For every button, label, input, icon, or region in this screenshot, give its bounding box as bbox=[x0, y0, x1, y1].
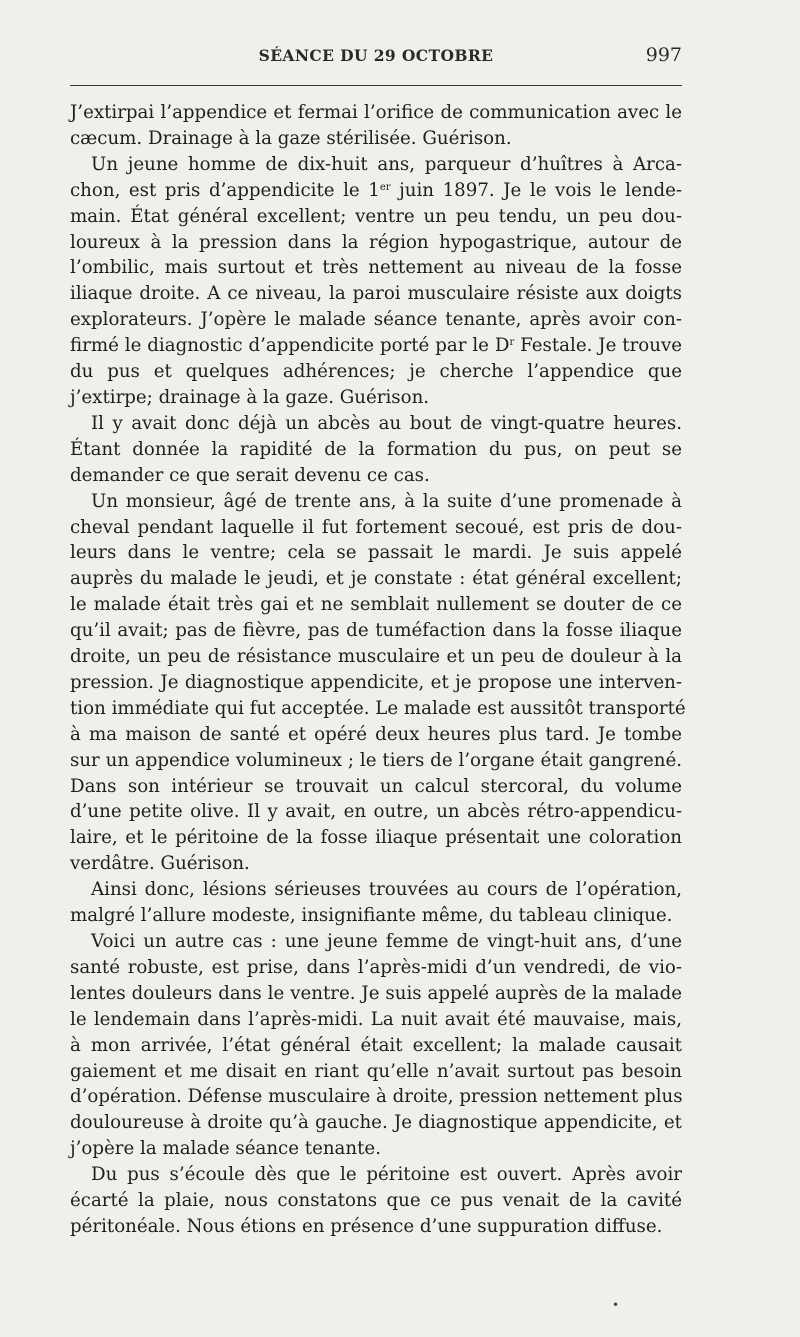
text-line: droite, un peu de résistance musculaire et un peu de douleur à la bbox=[70, 646, 682, 668]
text-line: Il y avait donc déjà un abcès au bout de vingt-quatre heures. bbox=[91, 412, 682, 434]
page-header bbox=[70, 42, 682, 72]
text-line: J’extirpai l’appendice et fermai l’orifice de communication avec le bbox=[70, 102, 682, 123]
text-line: loureux à la pression dans la région hypogastrique, autour de bbox=[70, 231, 682, 253]
text-line: douloureuse à droite qu’à gauche. Je diagnostique appendicite, et bbox=[70, 1112, 682, 1134]
text-line: auprès du malade le jeudi, et je constate : état général excellent; bbox=[70, 568, 682, 590]
text-line: explorateurs. J’opère le malade séance tenante, après avoir con- bbox=[70, 309, 682, 331]
text-line: verdâtre. Guérison. bbox=[70, 853, 250, 875]
text-line: d’opération. Défense musculaire à droite, pression nettement plus bbox=[70, 1086, 683, 1108]
text-line: à ma maison de santé et opéré deux heures plus tard. Je tombe bbox=[70, 723, 682, 745]
text-line: santé robuste, est prise, dans l’après-midi d’un vendredi, de vio- bbox=[70, 956, 682, 978]
body-text bbox=[70, 100, 686, 1240]
page-number: 997 bbox=[645, 44, 682, 66]
text-line: du pus et quelques adhérences; je cherche l’appendice que bbox=[70, 361, 682, 383]
text-line: à mon arrivée, l’état général était excellent; la malade causait bbox=[70, 1034, 682, 1056]
superscript: r bbox=[509, 337, 515, 349]
text-line: cæcum. Drainage à la gaze stérilisée. Guérison. bbox=[70, 127, 512, 149]
text-line: j’extirpe; drainage à la gaze. Guérison. bbox=[70, 386, 430, 408]
running-title: SÉANCE DU 29 OCTOBRE bbox=[258, 46, 494, 65]
text-line: malgré l’allure modeste, insignifiante même, du tableau clinique. bbox=[70, 905, 673, 927]
text-line: péritonéale. Nous étions en présence d’une suppuration diffuse. bbox=[70, 1215, 663, 1237]
text-line: gaiement et me disait en riant qu’elle n’avait surtout pas besoin bbox=[70, 1060, 682, 1082]
text-run: firmé le diagnostic d’appendicite porté par le D bbox=[70, 335, 510, 357]
text-line: écarté la plaie, nous constatons que ce pus venait de la cavité bbox=[70, 1190, 682, 1212]
text-line: Étant donnée la rapidité de la formation du pus, on peut se bbox=[70, 438, 682, 460]
text-line: l’ombilic, mais surtout et très nettement au niveau de la fosse bbox=[70, 257, 682, 279]
text-line: Un monsieur, âgé de trente ans, à la suite d’une promenade à bbox=[91, 490, 682, 512]
text-run: juin 1897. Je le vois le lende- bbox=[390, 179, 683, 201]
text-line: Du pus s’écoule dès que le péritoine est ouvert. Après avoir bbox=[91, 1164, 682, 1186]
text-line: Dans son intérieur se trouvait un calcul stercoral, du volume bbox=[70, 775, 682, 797]
text-line: main. État général excellent; ventre un peu tendu, un peu dou- bbox=[70, 205, 682, 227]
superscript: er bbox=[379, 181, 391, 193]
header-rule bbox=[70, 85, 682, 86]
text-line bbox=[70, 333, 682, 359]
text-line: tion immédiate qui fut acceptée. Le malade est aussitôt transporté bbox=[70, 697, 686, 719]
text-line: le lendemain dans l’après-midi. La nuit avait été mauvaise, mais, bbox=[70, 1008, 682, 1030]
text-line: demander ce que serait devenu ce cas. bbox=[70, 464, 430, 486]
text-line: laire, et le péritoine de la fosse iliaque présentait une coloration bbox=[70, 827, 682, 849]
text-line bbox=[70, 178, 682, 204]
text-line: Un jeune homme de dix-huit ans, parqueur d’huîtres à Arca- bbox=[91, 153, 682, 175]
footer-mark: • bbox=[612, 1298, 620, 1312]
text-line: sur un appendice volumineux ; le tiers de l’organe était gangrené. bbox=[70, 749, 682, 771]
text-line: Voici un autre cas : une jeune femme de vingt-huit ans, d’une bbox=[91, 931, 682, 952]
text-line: qu’il avait; pas de fièvre, pas de tuméfaction dans la fosse iliaque bbox=[70, 620, 682, 642]
text-line: cheval pendant laquelle il fut fortement secoué, est pris de dou- bbox=[70, 516, 682, 538]
text-line: leurs dans le ventre; cela se passait le mardi. Je suis appelé bbox=[70, 542, 682, 564]
text-line: Ainsi donc, lésions sérieuses trouvées au cours de l’opération, bbox=[91, 879, 682, 901]
text-run: Festale. Je trouve bbox=[514, 335, 682, 357]
text-line: lentes douleurs dans le ventre. Je suis appelé auprès de la malade bbox=[70, 982, 682, 1004]
text-run: chon, est pris d’appendicite le 1 bbox=[70, 179, 380, 201]
text-line: le malade était très gai et ne semblait nullement se douter de ce bbox=[70, 594, 682, 616]
text-line: j’opère la malade séance tenante. bbox=[70, 1138, 381, 1160]
text-line: iliaque droite. A ce niveau, la paroi musculaire résiste aux doigts bbox=[70, 283, 682, 305]
text-line: pression. Je diagnostique appendicite, et je propose une interven- bbox=[70, 671, 682, 693]
text-line: d’une petite olive. Il y avait, en outre, un abcès rétro-appendicu- bbox=[70, 801, 682, 823]
